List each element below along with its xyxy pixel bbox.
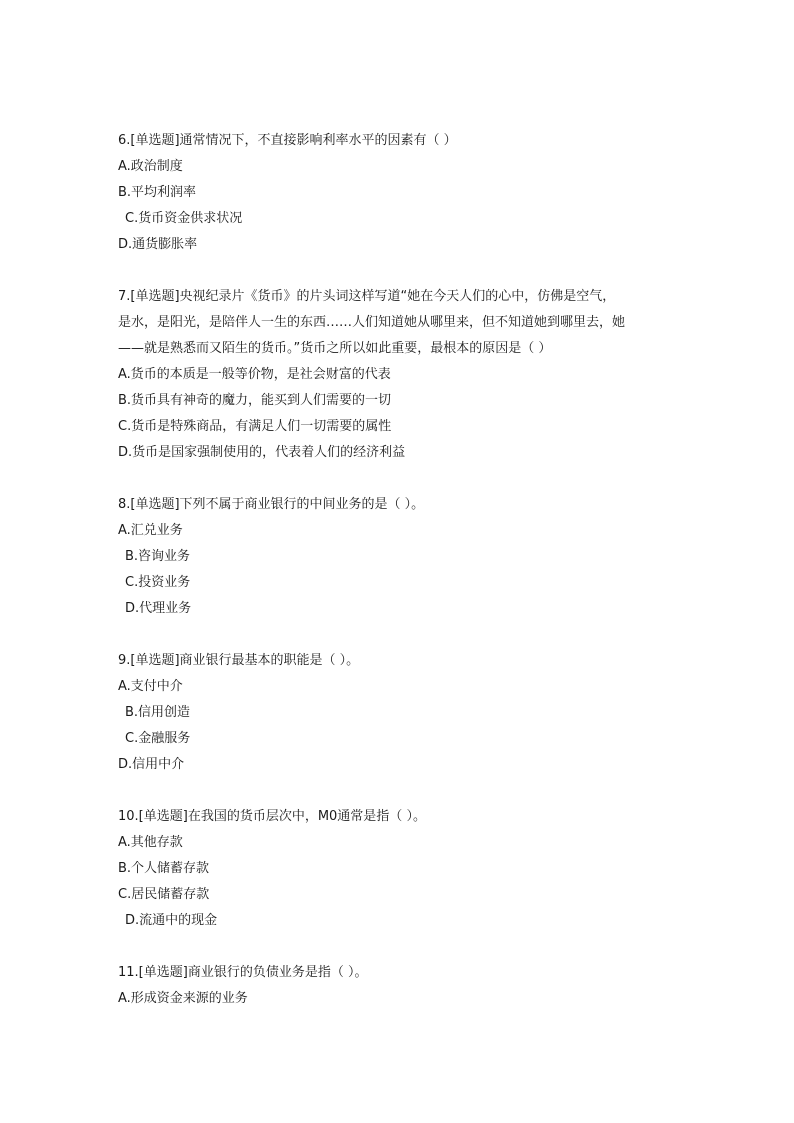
option-d: D.信用中介 — [118, 757, 185, 772]
option-b: B.平均利润率 — [118, 185, 197, 200]
question-stem: 9.[单选题]商业银行最基本的职能是（ ）。 — [118, 653, 360, 668]
question-9 — [118, 648, 678, 778]
question-8 — [118, 492, 678, 622]
question-stem: 6.[单选题]通常情况下，不直接影响利率水平的因素有（ ） — [118, 133, 457, 148]
question-stem-line-1: 7.[单选题]央视纪录片《货币》的片头词这样写道“她在今天人们的心中，仿佛是空气， — [118, 289, 616, 304]
option-c: C.货币资金供求状况 — [125, 211, 243, 226]
option-a: A.汇兑业务 — [118, 523, 183, 538]
question-stem: 10.[单选题]在我国的货币层次中，M0通常是指（ ）。 — [118, 809, 426, 824]
option-c: C.货币是特殊商品，有满足人们一切需要的属性 — [118, 419, 392, 434]
question-stem: 11.[单选题]商业银行的负债业务是指（ ）。 — [118, 965, 368, 980]
option-a: A.政治制度 — [118, 159, 183, 174]
option-d: D.货币是国家强制使用的，代表着人们的经济利益 — [118, 445, 406, 460]
exam-page — [118, 128, 678, 1012]
option-d: D.代理业务 — [125, 601, 192, 616]
question-stem: 8.[单选题]下列不属于商业银行的中间业务的是（ ）。 — [118, 497, 425, 512]
option-c: C.投资业务 — [125, 575, 191, 590]
option-c: C.居民储蓄存款 — [118, 887, 210, 902]
question-10 — [118, 804, 678, 934]
option-d: D.通货膨胀率 — [118, 237, 198, 252]
question-stem-line-2: 是水，是阳光，是陪伴人一生的东西……人们知道她从哪里来，但不知道她到哪里去，她 — [118, 315, 626, 330]
option-c: C.金融服务 — [125, 731, 191, 746]
option-a: A.形成资金来源的业务 — [118, 991, 248, 1006]
option-b: B.个人储蓄存款 — [118, 861, 210, 876]
question-7 — [118, 284, 678, 466]
option-b: B.咨询业务 — [125, 549, 191, 564]
option-d: D.流通中的现金 — [125, 913, 218, 928]
option-b: B.货币具有神奇的魔力，能买到人们需要的一切 — [118, 393, 392, 408]
option-a: A.货币的本质是一般等价物，是社会财富的代表 — [118, 367, 391, 382]
option-b: B.信用创造 — [125, 705, 191, 720]
question-11 — [118, 960, 678, 1012]
question-6 — [118, 128, 678, 258]
question-stem-line-3: ——就是熟悉而又陌生的货币。”货币之所以如此重要，最根本的原因是（ ） — [118, 341, 552, 356]
option-a: A.支付中介 — [118, 679, 183, 694]
option-a: A.其他存款 — [118, 835, 183, 850]
